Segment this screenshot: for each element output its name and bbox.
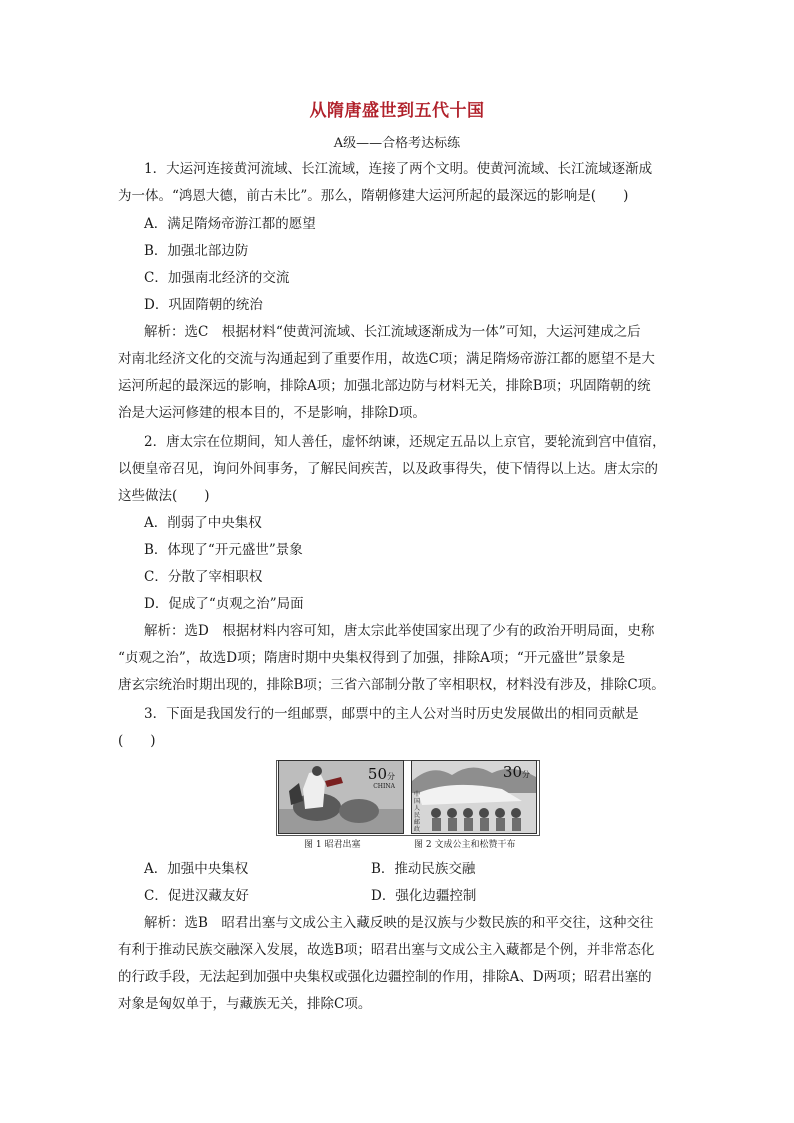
q2-stem-line-1: 2．唐太宗在位期间，知人善任，虚怀纳谏，还规定五品以上京官，要轮流到宫中值宿，: [144, 434, 666, 450]
q1-answer-line-2: 对南北经济文化的交流与沟通起到了重要作用，故选C项；满足隋炀帝游江都的愿望不是大: [118, 351, 655, 367]
q3-answer-line-4: 对象是匈奴单于，与藏族无关，排除C项。: [118, 996, 372, 1012]
q1-option-c: C．加强南北经济的交流: [144, 270, 290, 286]
q2-answer-line-1: 解析：选D 根据材料内容可知，唐太宗此举使国家出现了少有的政治开明局面，史称: [144, 623, 655, 639]
q1-option-a: A．满足隋炀帝游江都的愿望: [144, 216, 316, 232]
q3-option-a: A．加强中央集权: [144, 861, 249, 877]
stamp-2-value: 30: [502, 763, 522, 781]
q2-option-c: C．分散了宰相职权: [144, 569, 263, 585]
q3-option-c: C．促进汉藏友好: [144, 888, 249, 904]
q2-option-a: A．削弱了中央集权: [144, 515, 262, 531]
stamp-zhaojun: [278, 760, 404, 834]
q1-stem-line-1: 1．大运河连接黄河流域、长江流域，连接了两个文明。使黄河流域、长江流域逐渐成: [144, 161, 653, 177]
figure-2-caption: 图 2 文成公主和松赞干布: [414, 840, 516, 850]
q2-option-d: D．促成了“贞观之治”局面: [144, 596, 304, 612]
stamp-2-unit: 分: [522, 770, 530, 779]
q2-answer-line-3: 唐玄宗统治时期出现的，排除B项；三省六部制分散了宰相职权，材料没有涉及，排除C项。: [118, 677, 665, 693]
stamps-figure: [276, 760, 536, 850]
q1-answer-line-3: 运河所起的最深远的影响，排除A项；加强北部边防与材料无关，排除B项；巩固隋朝的统: [118, 378, 651, 394]
q2-option-b: B．体现了“开元盛世”景象: [144, 542, 303, 558]
q3-answer-line-2: 有利于推动民族交融深入发展，故选B项；昭君出塞与文成公主入藏都是个例，并非常态化: [118, 942, 655, 958]
q2-answer-line-2: “贞观之治”，故选D项；隋唐时期中央集权得到了加强，排除A项；“开元盛世”景象是: [118, 650, 626, 666]
q1-answer-line-1: 解析：选C 根据材料“使黄河流域、长江流域逐渐成为一体”可知，大运河建成之后: [144, 324, 641, 340]
stamp-1-value: 50: [367, 765, 387, 783]
stamp-2-country: 中国人民邮政: [414, 791, 421, 833]
q2-stem-line-2: 以便皇帝召见，询问外间事务，了解民间疾苦，以及政事得失，使下情得以上达。唐太宗的: [118, 461, 658, 477]
stamp-1-unit: 分: [387, 772, 395, 781]
q1-option-b: B．加强北部边防: [144, 243, 249, 259]
stamp-1-country: CHINA: [373, 783, 395, 790]
q1-option-d: D．巩固隋朝的统治: [144, 297, 263, 313]
q1-answer-line-4: 治是大运河修建的根本目的，不是影响，排除D项。: [118, 405, 426, 421]
q1-stem-line-2: 为一体。“鸿恩大德，前古未比”。那么，隋朝修建大运河所起的最深远的影响是( ): [118, 188, 629, 204]
section-subtitle: A级——合格考达标练: [333, 136, 461, 151]
q3-stem-line-2: ( ): [118, 733, 156, 749]
figure-1-caption: 图 1 昭君出塞: [304, 840, 361, 850]
page-title: 从隋唐盛世到五代十国: [309, 101, 485, 121]
q3-answer-line-3: 的行政手段，无法起到加强中央集权或强化边疆控制的作用，排除A、D两项；昭君出塞的: [118, 969, 652, 985]
q3-option-b: B．推动民族交融: [371, 861, 476, 877]
q2-stem-line-3: 这些做法( ): [118, 488, 210, 504]
q3-option-d: D．强化边疆控制: [371, 888, 477, 904]
q3-stem-line-1: 3．下面是我国发行的一组邮票，邮票中的主人公对当时历史发展做出的相同贡献是: [144, 706, 639, 722]
stamp-wencheng: [411, 760, 537, 834]
q3-answer-line-1: 解析：选B 昭君出塞与文成公主入藏反映的是汉族与少数民族的和平交往，这种交往: [144, 915, 654, 931]
